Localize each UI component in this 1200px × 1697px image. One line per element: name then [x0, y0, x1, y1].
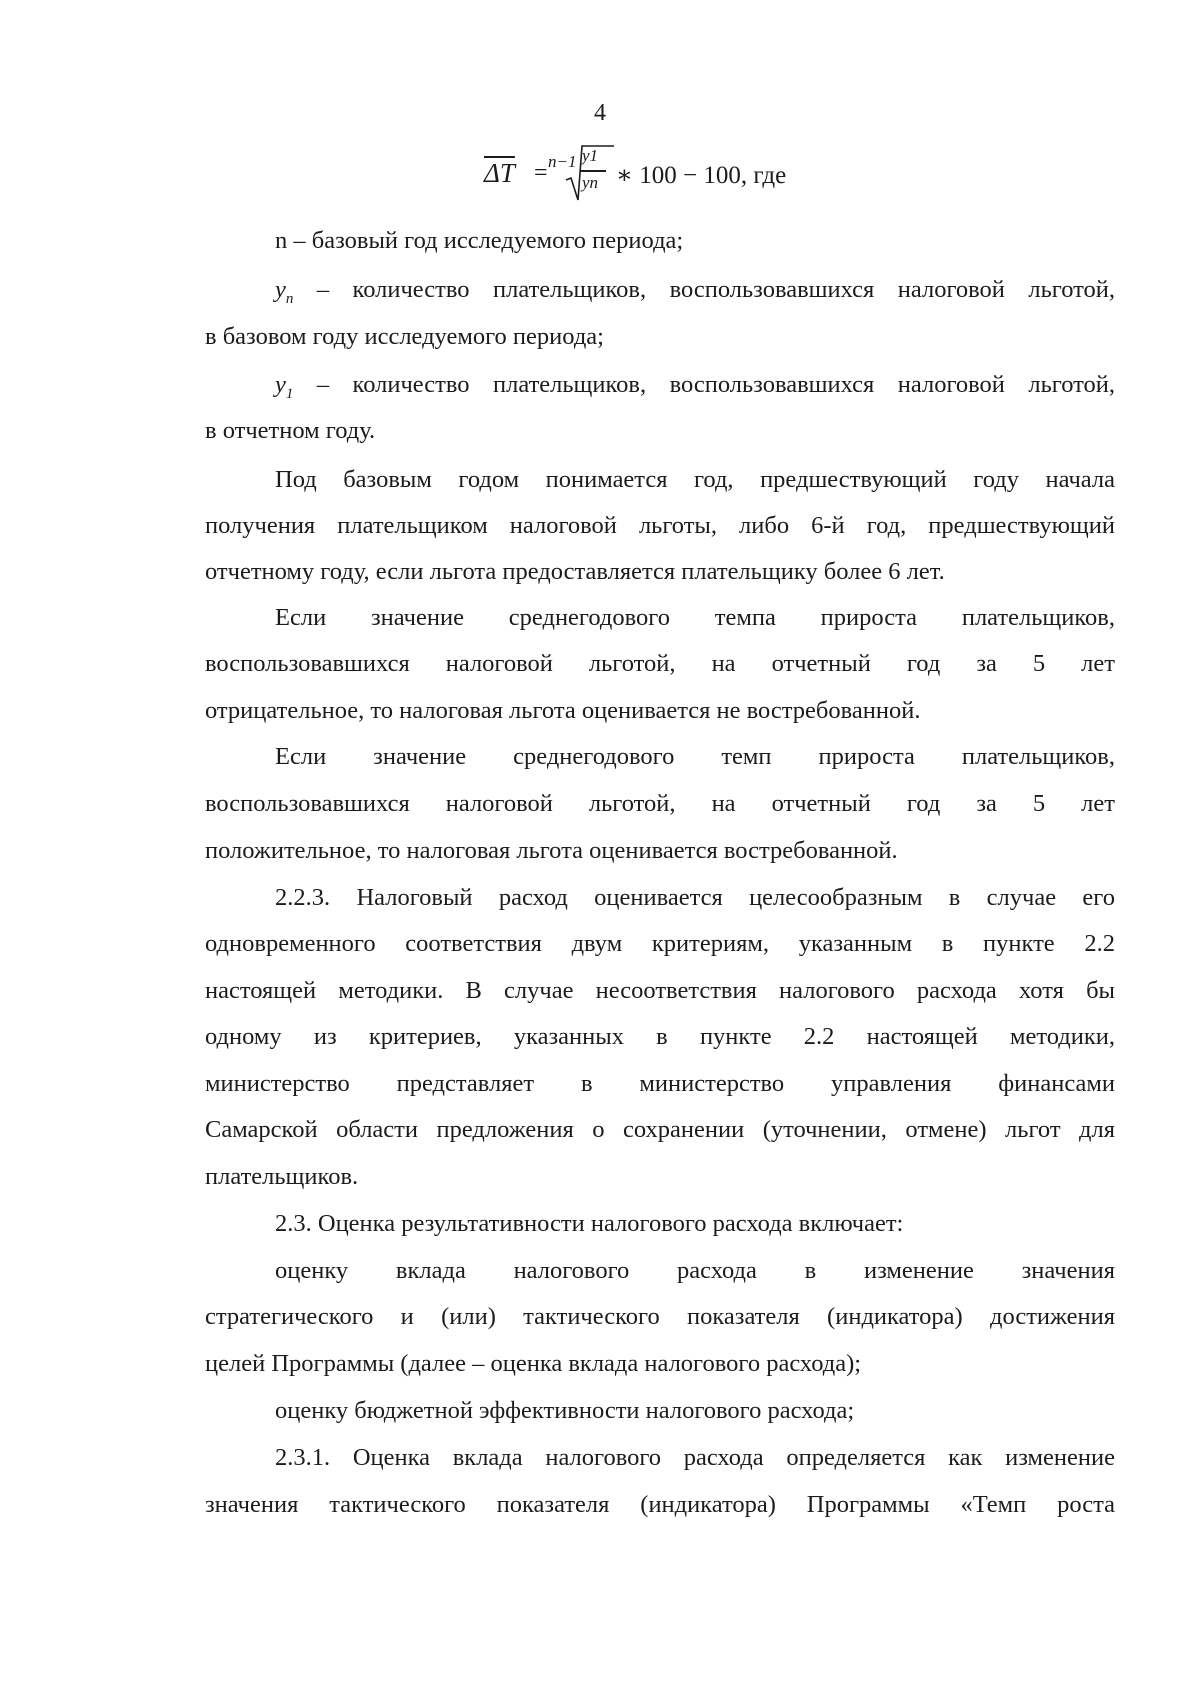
text-line: целей Программы (далее – оценка вклада налогового расхода);	[205, 1350, 862, 1377]
text-line: Под базовым годом понимается год, предшествующий году начала	[275, 466, 1115, 493]
text-line: 2.2.3. Налоговый расход оценивается целесообразным в случае его	[275, 884, 1115, 911]
text-line: Если значение среднегодового темпа прироста плательщиков,	[275, 604, 1115, 631]
text-line: одному из критериев, указанных в пункте 2.2 настоящей методики,	[205, 1023, 1115, 1050]
symbol-yn: $y_n$	[275, 276, 294, 307]
text-line: $y_1$ – количество плательщиков, воспользовавшихся налоговой льготой,	[275, 371, 1115, 402]
text-line: в базовом году исследуемого периода;	[205, 323, 604, 350]
text-line: 2.3.1. Оценка вклада налогового расхода определяется как изменение	[275, 1444, 1115, 1471]
text-line: стратегического и (или) тактического показателя (индикатора) достижения	[205, 1303, 1115, 1330]
text-line: $y_n$ – количество плательщиков, воспользовавшихся налоговой льготой,	[275, 276, 1115, 307]
text-line: Самарской области предложения о сохранении (уточнении, отмене) льгот для	[205, 1116, 1115, 1143]
text-line: воспользовавшихся налоговой льготой, на отчетный год за 5 лет	[205, 790, 1115, 817]
text-line: n – базовый год исследуемого периода;	[275, 227, 684, 254]
text-line: оценку вклада налогового расхода в изменение значения	[275, 1257, 1115, 1284]
text-line: отчетному году, если льгота предоставляется плательщику более 6 лет.	[205, 558, 945, 585]
page-number: 4	[594, 100, 606, 126]
text-line: настоящей методики. В случае несоответствия налогового расхода хотя бы	[205, 977, 1115, 1004]
text-line: значения тактического показателя (индикатора) Программы «Темп роста	[205, 1491, 1115, 1518]
text-line: в отчетном году.	[205, 417, 376, 444]
text-line: одновременного соответствия двум критериям, указанным в пункте 2.2	[205, 930, 1115, 957]
fraction-bar	[580, 170, 606, 172]
text-line: оценку бюджетной эффективности налогового расхода;	[275, 1397, 855, 1424]
text-line: плательщиков.	[205, 1163, 359, 1190]
text-line: Если значение среднегодового темп прироста плательщиков,	[275, 743, 1115, 770]
formula-equals: =	[534, 160, 548, 186]
text-line: получения плательщиком налоговой льготы, либо 6-й год, предшествующий	[205, 512, 1115, 539]
text-line: отрицательное, то налоговая льгота оценивается не востребованной.	[205, 697, 921, 724]
text-line: 2.3. Оценка результативности налогового расхода включает:	[275, 1210, 904, 1237]
text-line: министерство представляет в министерство управления финансами	[205, 1070, 1115, 1097]
formula-lhs: $\overline{\Delta T}$	[484, 158, 515, 188]
formula-numerator: y1	[582, 146, 599, 165]
text-line: воспользовавшихся налоговой льготой, на отчетный год за 5 лет	[205, 650, 1115, 677]
formula-denominator: yn	[582, 173, 599, 192]
symbol-y1: $y_1$	[275, 371, 294, 402]
text-line: положительное, то налоговая льгота оценивается востребованной.	[205, 837, 898, 864]
formula-root-index: n−1	[548, 152, 577, 171]
formula-tail: ∗ 100 − 100, где	[616, 162, 787, 189]
